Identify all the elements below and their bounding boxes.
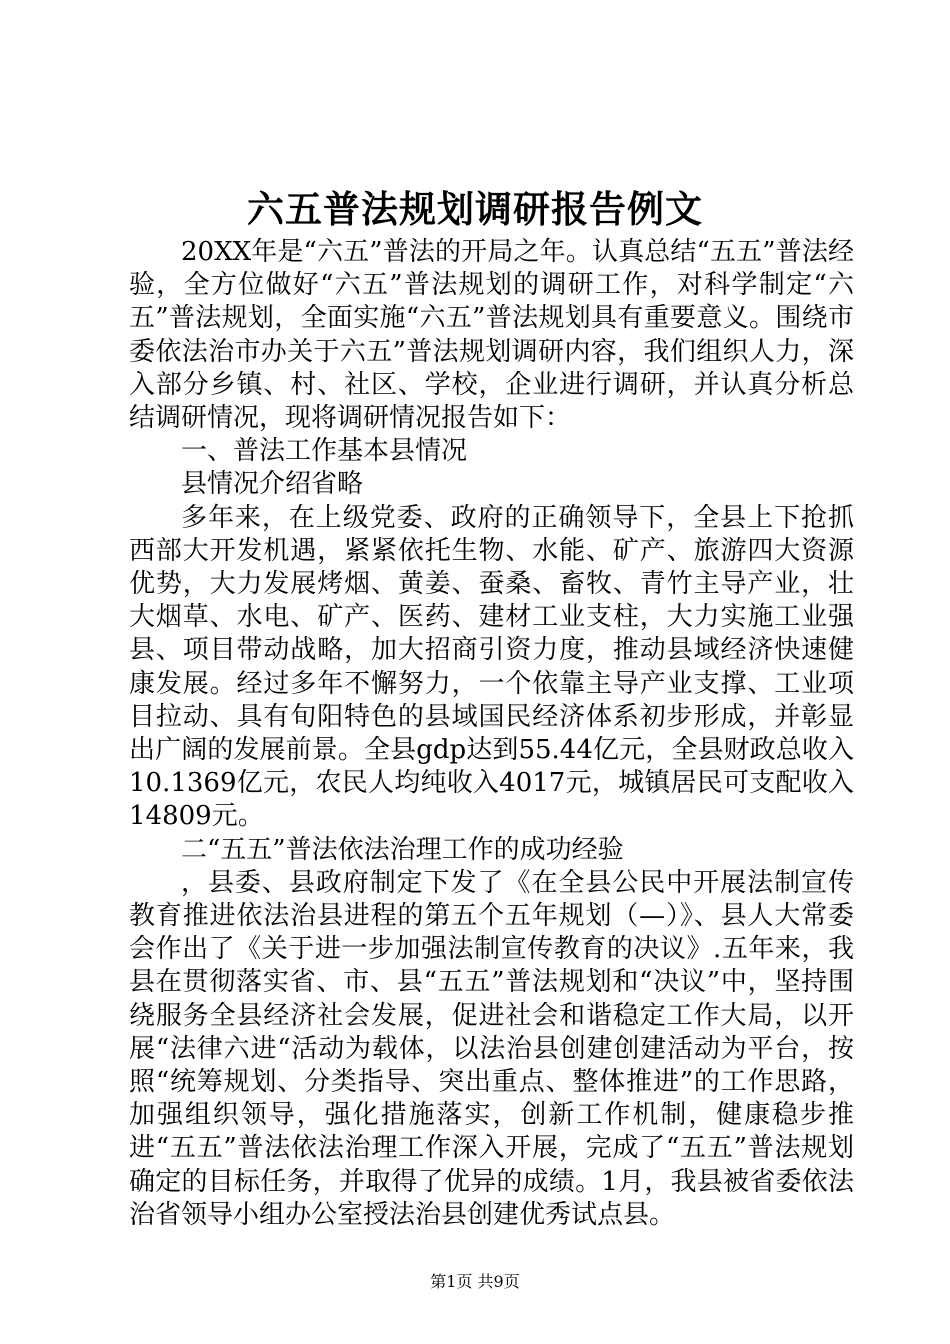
experience-paragraph: ，县委、县政府制定下发了《在全县公民中开展法制宣传教育推进依法治县进程的第五个五年规划（—）》、县人大常委会作出了《关于进一步加强法制宣传教育的决议》.五年来，我县在贯彻落实省、市、县“五五”普法规划和“决议”中，坚持围绕服务全县经济社会发展，促进社会和谐稳定工作大局，以开展“法律六进“活动为载体，以法治县创建创建活动为平台，按照“统筹规划、分类指导、突出重点、整体推进”的工作思路，加强组织领导，强化措施落实，创新工作机制，健康稳步推进“五五”普法依法治理工作深入开展，完成了“五五”普法规划确定的目标任务，并取得了优异的成绩。1月，我县被省委依法治省领导小组办公室授法治县创建优秀试点县。	[129, 867, 854, 1230]
section-heading-2: 二“五五”普法依法治理工作的成功经验	[181, 834, 624, 865]
document-title: 六五普法规划调研报告例文	[247, 187, 703, 231]
intro-paragraph: 20XX年是“六五”普法的开局之年。认真总结“五五”普法经验，全方位做好“六五”普法规划的调研工作，对科学制定“六五”普法规划，全面实施“六五”普法规划具有重要意义。围绕市委依法治市办关于六五”普法规划调研内容，我们组织人力，深入部分乡镇、村、社区、学校，企业进行调研，并认真分析总结调研情况，现将调研情况报告如下：	[129, 237, 854, 434]
document-body	[129, 236, 854, 1232]
economy-paragraph: 多年来，在上级党委、政府的正确领导下，全县上下抢抓西部大开发机遇，紧紧依托生物、水能、矿产、旅游四大资源优势，大力发展烤烟、黄姜、蚕桑、畜牧、青竹主导产业，壮大烟草、水电、矿产、医药、建材工业支柱，大力实施工业强县、项目带动战略，加大招商引资力度，推动县域经济快速健康发展。经过多年不懈努力，一个依靠主导产业支撑、工业项目拉动、具有旬阳特色的县域国民经济体系初步形成，并彰显出广阔的发展前景。全县gdp达到55.44亿元，全县财政总收入10.1369亿元，农民人均纯收入4017元，城镇居民可支配收入14809元。	[129, 502, 854, 832]
section-heading-1: 一、普法工作基本县情况	[181, 436, 468, 467]
page-footer: 第1页 共9页	[430, 1272, 520, 1291]
county-note-paragraph: 县情况介绍省略	[181, 469, 364, 500]
